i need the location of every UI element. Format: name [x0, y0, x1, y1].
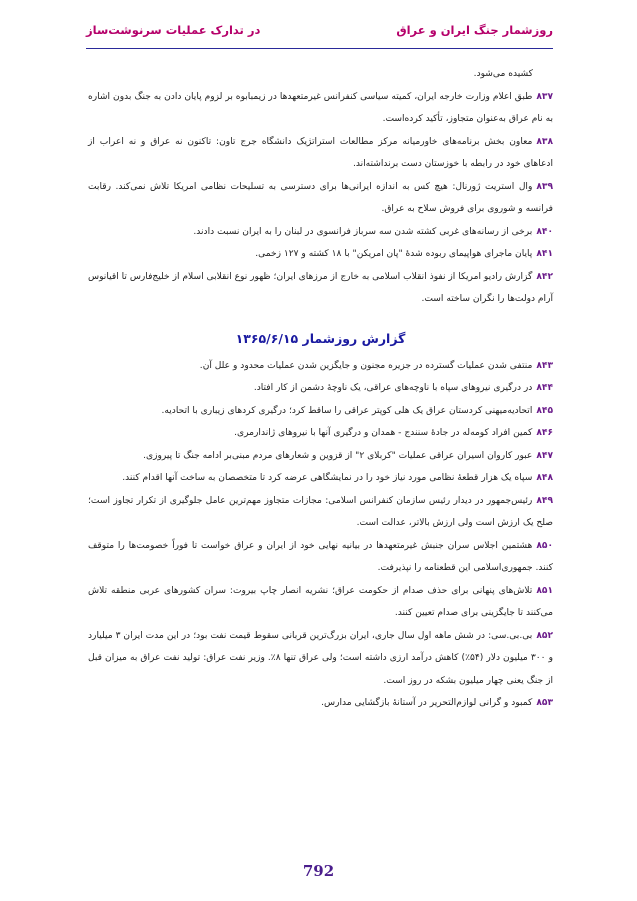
entry-text: رئیس‌جمهور در دیدار رئیس سازمان کنفرانس اسلامی: مجازات متجاوز مهم‌ترین عامل جلوگیری از تکرار تجاوز است؛ صلح یک ارزش است ولی ارزش بالاتر، عدالت است. [88, 495, 553, 528]
header-divider [86, 48, 553, 49]
entry-number: ۸۳۷ [536, 91, 553, 102]
entry-number: ۸۵۲ [536, 630, 553, 641]
entry-text: تلاش‌های پنهانی برای حذف صدام از حکومت عراق؛ نشریه انصار چاپ بیروت: سران کشورهای عربی منطقه تلاش می‌کنند تا جایگزینی برای صدام تعیین کنند. [88, 585, 553, 618]
entry-number: ۸۴۸ [536, 473, 553, 483]
entry-text: گزارش رادیو امریکا از نفوذ انقلاب اسلامی به خارج از مرزهای ایران؛ ظهور نوع انقلابی اسلام از خلیج‌فارس تا اقیانوس آرام دولت‌ها را نگران ساخته است. [88, 271, 553, 304]
chronology-entry [88, 131, 553, 176]
entry-number: ۸۴۰ [536, 226, 553, 237]
header-chapter-title: در تدارک عملیات سرنوشت‌ساز [86, 23, 261, 37]
chronology-entry [88, 266, 553, 311]
chronology-entry [88, 377, 553, 400]
page-number: 792 [302, 862, 335, 880]
entry-number: ۸۴۶ [536, 428, 553, 438]
chronology-entry [88, 355, 553, 378]
entry-text: وال استریت ژورنال: هیچ کس به اندازه ایرانی‌ها برای دسترسی به تسلیحات نظامی امریکا تلاش نمی‌کند. رقابت فرانسه و شوروی برای فروش سلاح به عراق. [88, 181, 553, 214]
entry-text: طبق اعلام وزارت خارجه ایران، کمیته سیاسی کنفرانس غیرمتعهدها در زیمبابوه بر لزوم پایان دادن به جنگ بدون اشاره به نام عراق به‌عنوان متجاوز، تأکید کرده‌است. [88, 91, 553, 124]
chronology-entry [88, 221, 553, 244]
section-title: گزارش روزشمار ۱۳۶۵/۶/۱۵ [235, 330, 406, 346]
entry-text: در درگیری نیروهای سپاه با ناوچه‌های عراقی، یک ناوچهٔ دشمن از کار افتاد. [253, 383, 533, 393]
entry-number: ۸۵۳ [536, 698, 553, 708]
chronology-entry [88, 422, 553, 445]
entry-number: ۸۴۱ [536, 249, 553, 259]
entry-text: معاون بخش برنامه‌های خاورمیانه مرکز مطالعات استراتژیک دانشگاه جرج تاون: تاکنون نه عراق و نه اعراب از ادعاهای خود در رابطه با خوزستان دست برنداشته‌اند. [88, 136, 553, 169]
entries-before-list [88, 86, 553, 311]
chronology-entry [88, 243, 553, 266]
header-book-title: روزشمار جنگ ایران و عراق [396, 23, 553, 37]
entry-number: ۸۴۹ [536, 495, 553, 506]
entry-number: ۸۳۹ [536, 181, 553, 192]
chronology-entry [88, 467, 553, 490]
continuation-text: کشیده می‌شود. [473, 69, 533, 79]
entry-number: ۸۴۷ [536, 450, 553, 461]
entry-text: عبور کاروان اسیران عراقی عملیات "کربلای ۲" از قزوین و شعارهای مردم مبنی‌بر ادامه جنگ تا پیروزی. [143, 450, 533, 461]
chronology-entry [88, 580, 553, 625]
entry-number: ۸۴۲ [536, 271, 553, 282]
chronology-entry [88, 400, 553, 423]
entries-after-list [88, 355, 553, 715]
entry-text: منتفی شدن عملیات گسترده در جزیره مجنون و جایگزین شدن عملیات محدود و علل آن. [199, 360, 533, 371]
entry-number: ۸۴۵ [536, 405, 553, 416]
entry-text: سپاه یک هزار قطعهٔ نظامی مورد نیاز خود را در نمایشگاهی عرضه کرد تا متخصصان به ساخت آنها اقدام کنند. [122, 473, 533, 483]
chronology-entry [88, 625, 553, 693]
page-header [86, 22, 553, 38]
chronology-entry [88, 490, 553, 535]
entry-number: ۸۳۸ [536, 136, 553, 147]
entry-text: اتحادیه‌میهنی کردستان عراق یک هلی کوپتر عراقی را ساقط کرد؛ درگیری کردهای زیباری با اتحادیه. [161, 405, 533, 416]
chronology-entry [88, 176, 553, 221]
entry-text: پایان ماجرای هواپیمای ربوده شدهٔ "پان امریکن" با ۱۸ کشته و ۱۲۷ زخمی. [255, 249, 533, 259]
entry-number: ۸۵۱ [536, 585, 553, 596]
chronology-entry [88, 445, 553, 468]
entry-text: بی.بی.سی: در شش ماهه اول سال جاری، ایران بزرگ‌ترین قربانی سقوط قیمت نفت بود؛ در این مدت ایران ۳ میلیارد و ۳۰۰ میلیون دلار (۵۴٪) کاهش درآمد ارزی داشته است؛ ولی عراق تنها ۸٪. وزیر نفت عراق: تولید نفت عراق به میزان قبل از جنگ یعنی چهار میلیون بشکه در روز است. [88, 630, 554, 686]
entry-text: کمین افراد کومه‌له در جادهٔ سنندج - همدان و درگیری آنها با نیروهای ژاندارمری. [234, 428, 533, 438]
entry-text: برخی از رسانه‌های غربی کشته شدن سه سرباز فرانسوی در لبنان را به ایران نسبت دادند. [193, 226, 533, 237]
page-body [88, 63, 553, 715]
entry-number: ۸۴۳ [536, 360, 553, 371]
chronology-entry [88, 86, 553, 131]
entry-number: ۸۴۴ [536, 383, 553, 393]
entry-text: هشتمین اجلاس سران جنبش غیرمتعهدها در بیانیه نهایی خود از ایران و عراق خواست تا فوراً خصومت‌ها را متوقف کنند. جمهوری‌اسلامی این قطعنامه را نپذیرفت. [88, 540, 553, 573]
entry-number: ۸۵۰ [536, 540, 553, 551]
chronology-entry [88, 692, 553, 715]
chronology-entry [88, 535, 553, 580]
entry-text: کمبود و گرانی لوازم‌التحریر در آستانهٔ بازگشایی مدارس. [321, 698, 533, 708]
